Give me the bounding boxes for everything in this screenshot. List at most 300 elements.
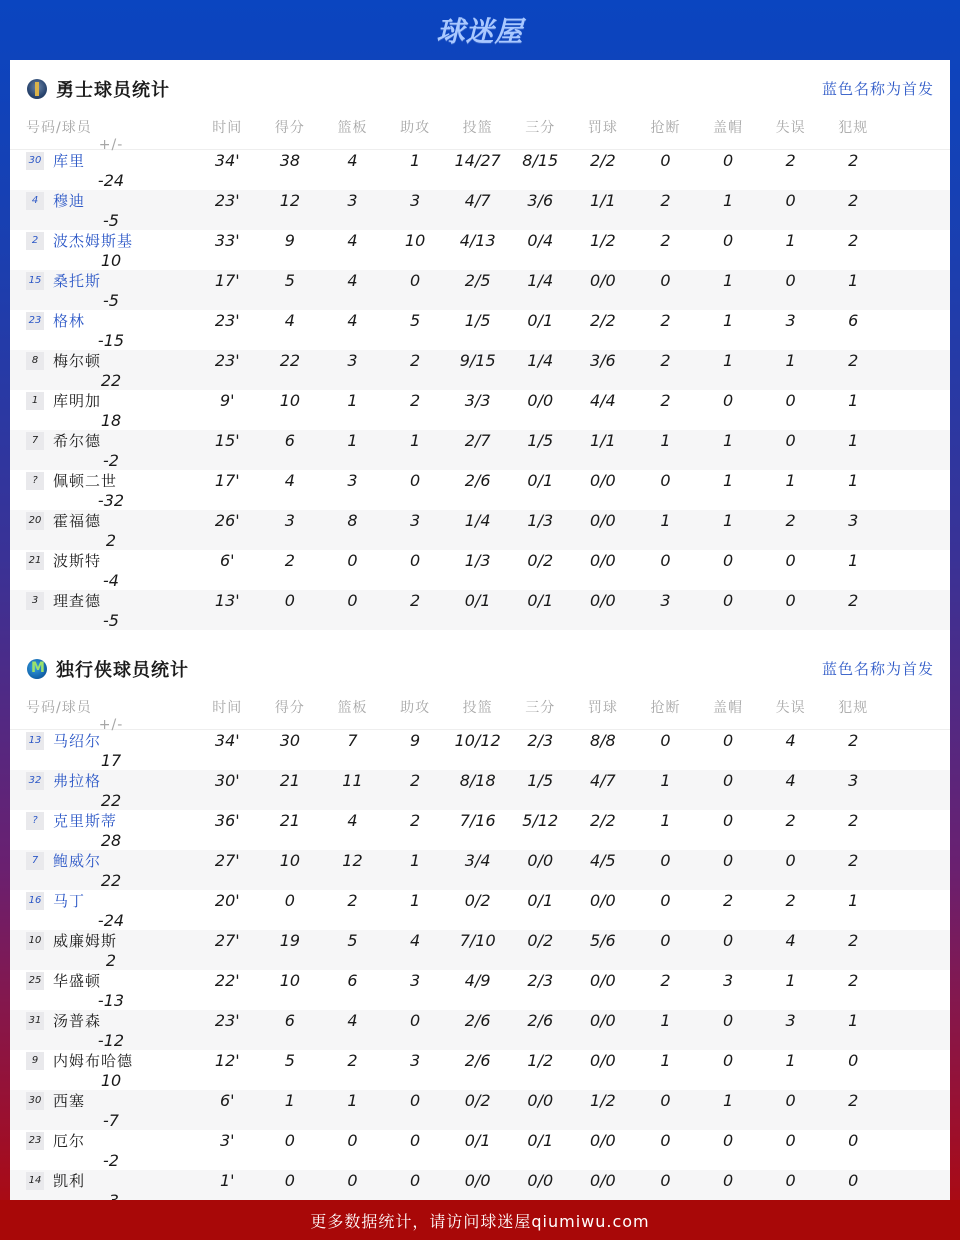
stat-cell: 1 (785, 1051, 796, 1070)
stat-cell: 2 (660, 311, 671, 330)
stat-cell: 2/3 (527, 731, 554, 750)
stat-cell: 8/18 (459, 771, 496, 790)
stat-cell: 1 (660, 1011, 671, 1030)
player-name[interactable]: 克里斯蒂 (53, 812, 118, 830)
stat-cell: -2 (103, 1151, 119, 1170)
stat-cell: 4 (785, 771, 796, 790)
column-header[interactable]: 号码/球员 (26, 700, 92, 716)
player-cell[interactable] (26, 1050, 196, 1071)
stat-cell: 2 (660, 231, 671, 250)
player-name[interactable]: 格林 (53, 312, 86, 330)
stat-cell: 0/1 (527, 1131, 554, 1150)
column-header[interactable]: 时间 (212, 700, 243, 716)
jersey-number-badge: 3 (26, 592, 44, 610)
stat-cell: 36' (214, 811, 240, 830)
stat-cell: 2 (105, 531, 117, 550)
jersey-number-badge: ? (26, 472, 44, 490)
player-cell[interactable] (26, 390, 196, 411)
stat-cell: 3 (785, 311, 796, 330)
stat-cell: 0/0 (589, 471, 616, 490)
stat-cell: 1 (785, 971, 796, 990)
player-name[interactable]: 鲍威尔 (53, 852, 102, 870)
stat-cell: 1/5 (527, 771, 554, 790)
column-header[interactable]: 投篮 (462, 700, 493, 716)
player-name[interactable]: 理查德 (53, 592, 102, 610)
stat-cell: 3 (848, 771, 859, 790)
jersey-number-badge: 15 (26, 272, 44, 290)
section-title (27, 76, 170, 102)
column-header[interactable]: 失误 (775, 700, 806, 716)
player-cell[interactable] (26, 770, 196, 791)
player-cell[interactable] (26, 1170, 196, 1191)
table-row[interactable] (10, 190, 950, 230)
stat-cell: 1/1 (589, 191, 616, 210)
stat-cell: 0/2 (464, 1091, 491, 1110)
player-cell[interactable] (26, 150, 196, 171)
table-row[interactable] (10, 150, 950, 190)
column-header[interactable]: 篮板 (337, 700, 368, 716)
column-header[interactable]: +/- (98, 717, 124, 733)
stat-cell: -32 (97, 491, 125, 510)
stat-cell: -7 (103, 1111, 119, 1130)
stat-cell: 0 (785, 1091, 796, 1110)
player-cell[interactable] (26, 890, 196, 911)
stat-cell: 0 (785, 191, 796, 210)
stat-cell: 0 (660, 471, 671, 490)
column-header[interactable]: 投篮 (462, 120, 493, 136)
stat-cell: 0 (785, 1131, 796, 1150)
player-cell[interactable] (26, 550, 196, 571)
player-name[interactable]: 穆迪 (53, 192, 86, 210)
stat-cell: 1 (848, 471, 859, 490)
stat-cell: 0/0 (589, 1131, 616, 1150)
player-cell[interactable] (26, 810, 196, 831)
stat-cell: 22' (214, 971, 240, 990)
table-row[interactable] (10, 470, 950, 510)
jersey-number-badge: 16 (26, 892, 44, 910)
stat-cell: 0 (722, 151, 734, 170)
footer-link-text[interactable]: 更多数据统计，请访问球迷屋qiumiwu.com (310, 1211, 650, 1231)
stat-cell: 4/7 (464, 191, 491, 210)
table-row[interactable] (10, 430, 950, 470)
player-name[interactable]: 华盛顿 (53, 972, 102, 990)
stat-cell: 8/15 (522, 151, 559, 170)
table-row[interactable] (10, 1090, 950, 1130)
player-cell[interactable] (26, 590, 196, 611)
stat-cell: 23' (214, 1011, 240, 1030)
jersey-number-badge: 9 (26, 1052, 44, 1070)
stat-cell: 0 (848, 1171, 859, 1190)
stat-cell: 2/6 (527, 1011, 554, 1030)
column-header[interactable]: 失误 (775, 120, 806, 136)
stat-cell: 8/8 (589, 731, 616, 750)
stat-cell: 1 (660, 1051, 671, 1070)
column-header[interactable]: 罚球 (587, 120, 618, 136)
column-header[interactable]: 罚球 (587, 700, 618, 716)
table-row[interactable] (10, 310, 950, 350)
stat-cell: 1 (722, 471, 734, 490)
stat-cell: 0 (785, 271, 796, 290)
stat-cell: 0/0 (527, 1171, 554, 1190)
player-name[interactable]: 内姆布哈德 (53, 1052, 134, 1070)
stat-cell: 0/1 (527, 591, 554, 610)
stat-cell: 1 (848, 271, 859, 290)
stat-cell: 4 (785, 731, 796, 750)
brand-logo: 球迷屋 (436, 15, 524, 48)
stat-cell: 6 (347, 971, 358, 990)
table-row[interactable] (10, 810, 950, 850)
player-name[interactable]: 库里 (53, 152, 86, 170)
stat-cell: 22 (100, 371, 122, 390)
stat-cell: 0/0 (527, 1091, 554, 1110)
stat-cell: 0 (722, 771, 734, 790)
column-header[interactable]: 时间 (212, 120, 243, 136)
stat-cell: 17' (214, 271, 240, 290)
stat-cell: 0 (660, 1171, 671, 1190)
column-header[interactable]: 犯规 (838, 120, 869, 136)
stat-cell: 38 (279, 151, 301, 170)
stat-cell: 4 (347, 231, 358, 250)
jersey-number-badge: 23 (26, 312, 44, 330)
column-header[interactable]: 得分 (274, 120, 305, 136)
player-cell[interactable] (26, 350, 196, 371)
stat-cell: 2 (785, 511, 796, 530)
stat-cell: 3/4 (464, 851, 491, 870)
table-row[interactable] (10, 390, 950, 430)
stat-cell: 0/2 (464, 891, 491, 910)
jersey-number-badge: 30 (26, 152, 44, 170)
column-header[interactable]: 盖帽 (713, 700, 744, 716)
stat-cell: -24 (97, 171, 125, 190)
player-name[interactable]: 佩顿二世 (53, 472, 118, 490)
column-header[interactable]: 篮板 (337, 120, 368, 136)
stat-cell: 10 (404, 231, 426, 250)
stat-cell: 22 (100, 871, 122, 890)
stat-cell: 0 (785, 431, 796, 450)
column-header[interactable]: 犯规 (838, 700, 869, 716)
jersey-number-badge: 20 (26, 512, 44, 530)
stat-cell: 2 (848, 1091, 859, 1110)
stat-cell: 0 (347, 551, 358, 570)
stat-cell: 0 (660, 1131, 671, 1150)
player-name[interactable]: 弗拉格 (53, 772, 102, 790)
table-row[interactable] (10, 1010, 950, 1050)
stat-cell: 2 (848, 151, 859, 170)
stat-cell: 0 (660, 731, 671, 750)
player-cell[interactable] (26, 730, 196, 751)
player-cell[interactable] (26, 470, 196, 491)
stat-cell: 18 (100, 411, 122, 430)
jersey-number-badge: 21 (26, 552, 44, 570)
stat-cell: 1 (660, 811, 671, 830)
stat-cell: 0 (409, 1171, 421, 1190)
stat-cell: 0/2 (527, 551, 554, 570)
stat-cell: 0 (848, 1131, 859, 1150)
stat-cell: 1 (722, 271, 734, 290)
top-banner (0, 0, 960, 60)
stat-cell: 23' (214, 191, 240, 210)
stat-cell: 2 (409, 811, 421, 830)
player-name[interactable]: 梅尔顿 (53, 352, 102, 370)
column-header[interactable]: 三分 (525, 120, 556, 136)
stat-cell: 2 (722, 891, 734, 910)
stat-cell: 3 (409, 1051, 421, 1070)
stat-cell: 3/3 (464, 391, 491, 410)
stat-cell: 0/1 (527, 311, 554, 330)
player-name[interactable]: 马丁 (53, 892, 86, 910)
stat-cell: -2 (103, 451, 119, 470)
stat-cell: 10/12 (454, 731, 501, 750)
table-row[interactable] (10, 970, 950, 1010)
stat-cell: 7/10 (459, 931, 496, 950)
player-name[interactable]: 厄尔 (53, 1132, 86, 1150)
stat-cell: 4 (284, 311, 295, 330)
stat-cell: 2 (409, 591, 421, 610)
table-row[interactable] (10, 770, 950, 810)
column-header[interactable]: 抢断 (650, 700, 681, 716)
player-cell[interactable] (26, 510, 196, 531)
player-cell[interactable] (26, 270, 196, 291)
stat-cell: 5/6 (589, 931, 616, 950)
table-row[interactable] (10, 890, 950, 930)
stat-cell: 2 (848, 931, 859, 950)
stat-cell: 1 (785, 471, 796, 490)
player-name[interactable]: 波斯特 (53, 552, 102, 570)
table-row[interactable] (10, 230, 950, 270)
stat-cell: 4/7 (589, 771, 616, 790)
player-cell[interactable] (26, 970, 196, 991)
stat-cell: 0 (722, 1171, 734, 1190)
stat-cell: -4 (103, 571, 119, 590)
stat-cell: 2/5 (464, 271, 491, 290)
player-name[interactable]: 库明加 (53, 392, 102, 410)
stat-cell: 4 (347, 271, 358, 290)
stat-cell: 0 (660, 1091, 671, 1110)
stat-cell: 0 (284, 591, 295, 610)
stat-cell: -5 (103, 291, 119, 310)
stat-cell: 30' (214, 771, 240, 790)
stat-cell: 0 (409, 1011, 421, 1030)
stat-cell: 4 (347, 1011, 358, 1030)
stat-cell: 4 (347, 811, 358, 830)
stat-cell: 2 (409, 351, 421, 370)
stat-cell: 2 (848, 731, 859, 750)
jersey-number-badge: 2 (26, 232, 44, 250)
table-row[interactable] (10, 510, 950, 550)
player-name[interactable]: 波杰姆斯基 (53, 232, 134, 250)
stat-cell: 2/2 (589, 811, 616, 830)
table-row[interactable] (10, 1050, 950, 1090)
jersey-number-badge: 30 (26, 1092, 44, 1110)
column-header[interactable]: 三分 (525, 700, 556, 716)
stat-cell: 0 (660, 931, 671, 950)
stat-cell: 0/0 (589, 591, 616, 610)
stat-cell: -15 (97, 331, 125, 350)
stat-cell: 9 (409, 731, 421, 750)
player-cell[interactable] (26, 1130, 196, 1151)
player-cell[interactable] (26, 1010, 196, 1031)
column-header[interactable]: 助攻 (400, 120, 431, 136)
stat-cell: 4/13 (459, 231, 496, 250)
table-row[interactable] (10, 850, 950, 890)
stat-cell: 0 (409, 471, 421, 490)
stat-cell: 3 (409, 971, 421, 990)
table-row[interactable] (10, 350, 950, 390)
stat-cell: 1/2 (527, 1051, 554, 1070)
stat-cell: 0 (785, 551, 796, 570)
stat-cell: 0/0 (589, 971, 616, 990)
stat-cell: 0/0 (527, 851, 554, 870)
player-name[interactable]: 桑托斯 (53, 272, 102, 290)
stat-cell: 2 (105, 951, 117, 970)
column-header[interactable]: 号码/球员 (26, 120, 92, 136)
stat-cell: -24 (97, 911, 125, 930)
stat-cell: 0 (722, 931, 734, 950)
column-header[interactable]: 盖帽 (713, 120, 744, 136)
column-header[interactable]: 助攻 (400, 700, 431, 716)
stat-cell: 2 (848, 591, 859, 610)
stat-cell: 34' (214, 731, 240, 750)
stat-cell: 0 (409, 1131, 421, 1150)
stat-cell: 2/3 (527, 971, 554, 990)
stat-cell: 6 (848, 311, 859, 330)
player-name[interactable]: 希尔德 (53, 432, 102, 450)
stat-cell: 3 (284, 511, 295, 530)
player-cell[interactable] (26, 310, 196, 331)
stat-cell: 22 (100, 791, 122, 810)
stat-cell: 4 (347, 311, 358, 330)
stat-cell: 3 (409, 191, 421, 210)
stat-cell: -5 (103, 211, 119, 230)
stat-cell: 6 (284, 1011, 295, 1030)
stat-cell: 0 (409, 271, 421, 290)
table-row[interactable] (10, 590, 950, 630)
column-header[interactable]: 抢断 (650, 120, 681, 136)
stat-cell: 3/6 (527, 191, 554, 210)
stat-cell: 2 (409, 771, 421, 790)
jersey-number-badge: 8 (26, 352, 44, 370)
stat-cell: 28 (100, 831, 122, 850)
stat-cell: -5 (103, 611, 119, 630)
stat-cell: 1/2 (589, 1091, 616, 1110)
player-cell[interactable] (26, 430, 196, 451)
player-cell[interactable] (26, 190, 196, 211)
stat-cell: 1 (722, 311, 734, 330)
stat-cell: 0/1 (527, 891, 554, 910)
stat-cell: 0 (660, 891, 671, 910)
stat-cell: 6' (220, 551, 235, 570)
section-title (27, 656, 189, 682)
stat-cell: 1 (848, 391, 859, 410)
stat-cell: 2 (284, 551, 295, 570)
mavericks-logo-icon (27, 659, 47, 679)
player-name[interactable]: 威廉姆斯 (53, 932, 118, 950)
player-cell[interactable] (26, 930, 196, 951)
stat-cell: 3 (347, 351, 358, 370)
table-row[interactable] (10, 730, 950, 770)
stat-cell: 1 (660, 431, 671, 450)
stat-cell: 10 (279, 391, 301, 410)
stat-cell: 0/0 (589, 891, 616, 910)
stat-cell: 1 (722, 431, 734, 450)
stat-cell: 2 (848, 971, 859, 990)
stat-cell: 0 (284, 1171, 295, 1190)
column-header[interactable]: 得分 (274, 700, 305, 716)
stat-cell: 4 (284, 471, 295, 490)
stat-cell: 1 (722, 511, 734, 530)
table-row[interactable] (10, 1130, 950, 1170)
jersey-number-badge: ? (26, 812, 44, 830)
table-row[interactable] (10, 550, 950, 590)
stat-cell: 1 (409, 431, 421, 450)
stat-cell: 0/4 (527, 231, 554, 250)
stat-cell: 1/3 (464, 551, 491, 570)
stat-cell: 1/4 (527, 271, 554, 290)
stat-cell: 0 (660, 851, 671, 870)
starter-legend-note: 蓝色名称为首发 (821, 80, 934, 98)
stat-cell: 4/9 (464, 971, 491, 990)
stat-cell: 9' (220, 391, 235, 410)
stat-cell: 0 (722, 591, 734, 610)
player-name[interactable]: 汤普森 (53, 1012, 102, 1030)
player-cell[interactable] (26, 230, 196, 251)
stat-cell: 1 (347, 431, 358, 450)
player-name[interactable]: 马绍尔 (53, 732, 102, 750)
player-name[interactable]: 西塞 (53, 1092, 86, 1110)
stat-cell: 2 (848, 851, 859, 870)
player-cell[interactable] (26, 850, 196, 871)
stat-cell: 0/0 (589, 1051, 616, 1070)
stat-cell: 26' (214, 511, 240, 530)
stat-cell: 3 (347, 191, 358, 210)
stat-cell: 6 (284, 431, 295, 450)
player-cell[interactable] (26, 1090, 196, 1111)
stat-cell: 0/1 (464, 1131, 491, 1150)
stat-cell: 17 (100, 751, 122, 770)
stat-cell: -12 (97, 1031, 125, 1050)
stat-cell: 0/0 (589, 511, 616, 530)
stat-cell: 2/2 (589, 311, 616, 330)
stat-cell: 1' (220, 1171, 235, 1190)
jersey-number-badge: 7 (26, 432, 44, 450)
stat-cell: 7 (347, 731, 358, 750)
stat-cell: 0/0 (527, 391, 554, 410)
stat-cell: 12 (279, 191, 301, 210)
table-row[interactable] (10, 270, 950, 310)
player-name[interactable]: 凯利 (53, 1172, 86, 1190)
stat-cell: 3 (785, 1011, 796, 1030)
stat-cell: 1 (409, 851, 421, 870)
table-row[interactable] (10, 930, 950, 970)
stat-cell: 9 (284, 231, 295, 250)
stat-cell: 1 (848, 551, 859, 570)
stat-cell: 1 (722, 191, 734, 210)
column-header[interactable]: +/- (98, 137, 124, 153)
stat-cell: 0 (722, 231, 734, 250)
player-name[interactable]: 霍福德 (53, 512, 102, 530)
team-section-warriors (10, 60, 950, 630)
stat-cell: 0/1 (464, 591, 491, 610)
stat-cell: 0 (722, 551, 734, 570)
stat-cell: 5 (409, 311, 421, 330)
stat-cell: 1 (347, 391, 358, 410)
footer-banner[interactable] (0, 1200, 960, 1240)
jersey-number-badge: 1 (26, 392, 44, 410)
stat-cell: 0/0 (464, 1171, 491, 1190)
stat-cell: 0 (347, 591, 358, 610)
stat-cell: 1/4 (464, 511, 491, 530)
stat-cell: 23' (214, 311, 240, 330)
